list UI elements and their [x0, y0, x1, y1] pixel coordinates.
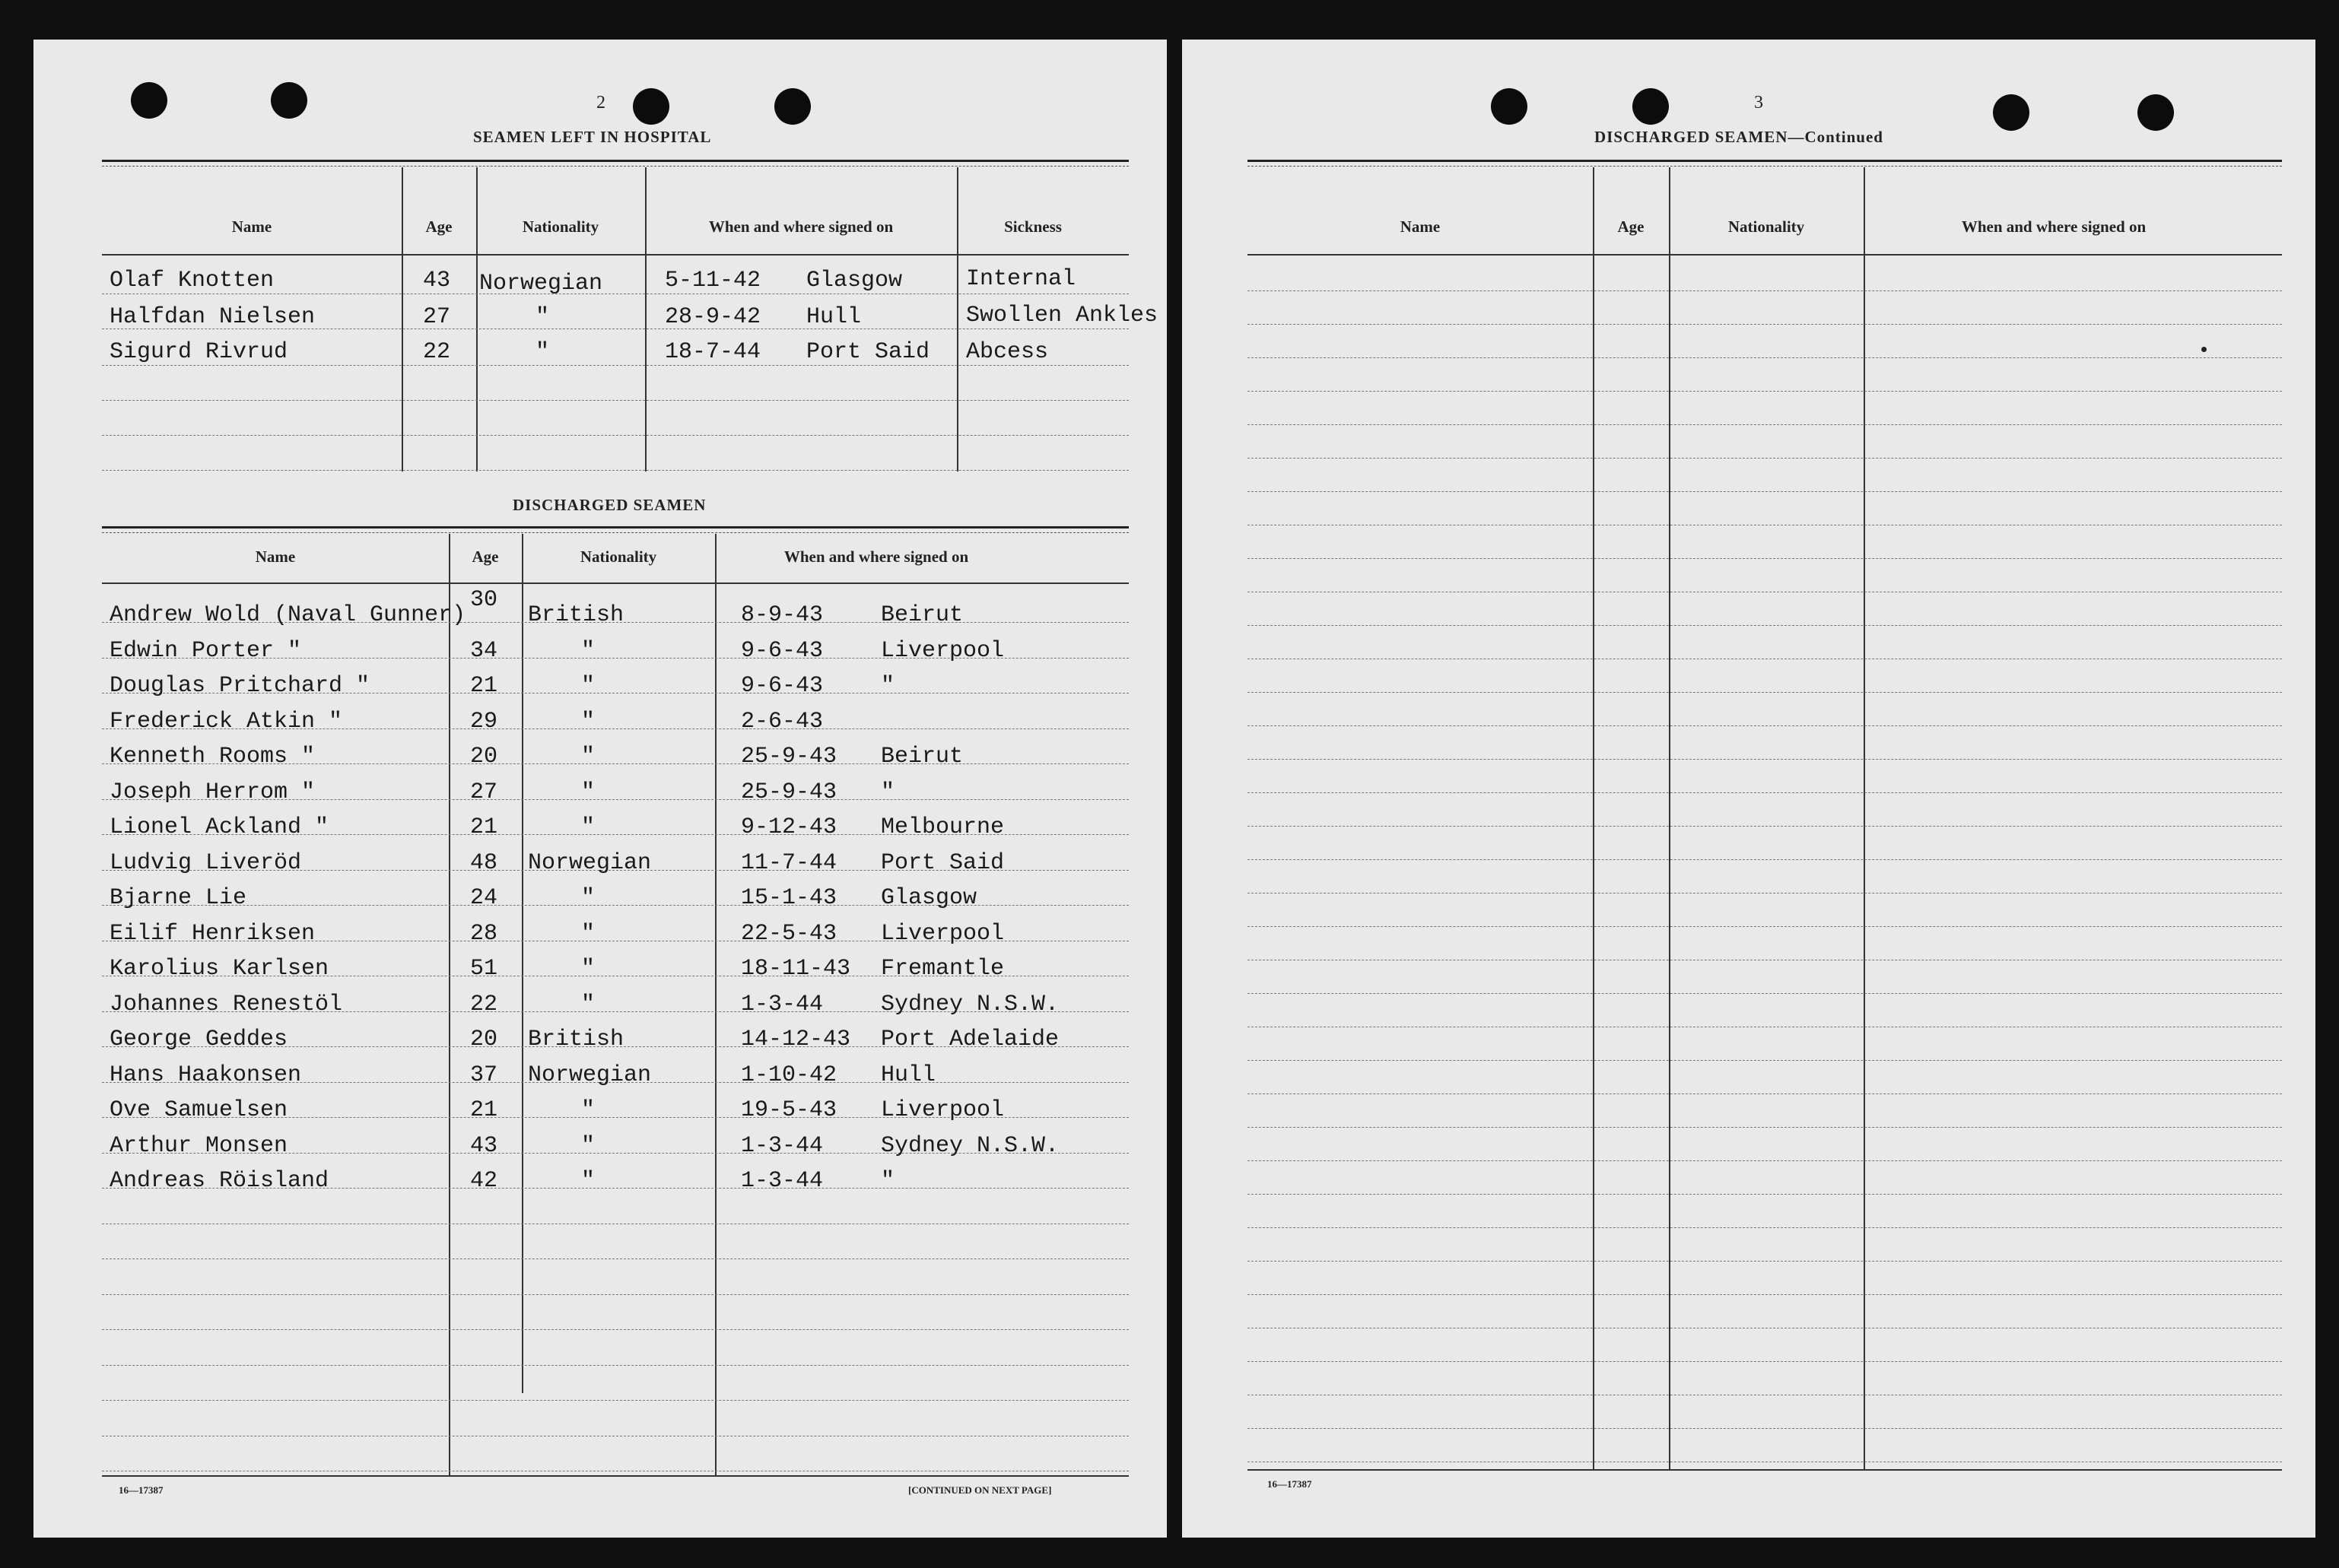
header-rule [102, 532, 1129, 533]
discharged-nationality: " [581, 673, 596, 699]
discharged-nationality: " [581, 744, 596, 770]
header-rule [1247, 160, 2282, 162]
hospital-nationality: Norwegian [479, 271, 603, 297]
discharged-nationality: " [581, 1132, 596, 1159]
row-line [102, 435, 1129, 436]
discharged-age: 20 [470, 744, 498, 770]
row-line [1247, 1060, 2282, 1061]
row-line [1247, 424, 2282, 425]
discharged-age: 51 [470, 956, 498, 982]
right-page [1182, 40, 2315, 1538]
page-number: 3 [1754, 93, 1763, 113]
discharged-name: Karolius Karlsen [110, 956, 329, 982]
discharged-name: Frederick Atkin " [110, 708, 343, 735]
footer-rule [1247, 1469, 2282, 1471]
discharged-date: 22-5-43 [741, 920, 837, 947]
form-number: 16—17387 [119, 1484, 164, 1496]
column-header-nationality: Nationality [522, 217, 599, 236]
hospital-sickness: Internal [966, 266, 1076, 292]
column-divider [1669, 167, 1670, 1469]
hospital-age: 43 [423, 268, 451, 294]
discharged-age: 21 [470, 1097, 498, 1123]
punch-hole [1491, 88, 1527, 125]
row-line [1247, 1127, 2282, 1128]
column-header-name: Name [231, 217, 272, 236]
discharged-age: 21 [470, 814, 498, 840]
discharged-age: 21 [470, 673, 498, 699]
header-rule [102, 160, 1129, 162]
hospital-place: Hull [806, 304, 862, 330]
row-line [1247, 458, 2282, 459]
discharged-place: Liverpool [881, 1097, 1005, 1123]
header-rule [102, 166, 1129, 167]
row-line [1247, 759, 2282, 760]
row-line [1247, 1361, 2282, 1362]
column-header-signed-on: When and where signed on [708, 217, 894, 236]
continued-section-title: DISCHARGED SEAMEN—Continued [1594, 128, 1883, 146]
hospital-section-title: SEAMEN LEFT IN HOSPITAL [473, 128, 712, 146]
discharged-name: Andrew Wold (Naval Gunner) [110, 602, 466, 628]
hospital-sickness: Swollen Ankles [966, 303, 1158, 329]
row-line [1247, 826, 2282, 827]
discharged-name: Lionel Ackland " [110, 814, 329, 840]
discharged-place: " [881, 779, 895, 805]
row-line [102, 1329, 1129, 1330]
discharged-place: Hull [881, 1062, 936, 1088]
hospital-date: 28-9-42 [665, 304, 761, 330]
row-line [102, 1294, 1129, 1295]
continued-note: [CONTINUED ON NEXT PAGE] [908, 1484, 1052, 1496]
discharged-nationality: " [581, 814, 596, 840]
column-divider [402, 167, 403, 471]
column-header-age: Age [425, 217, 453, 236]
column-divider [957, 167, 958, 471]
row-line [102, 400, 1129, 401]
header-rule [1247, 166, 2282, 167]
header-rule [102, 526, 1129, 528]
discharged-name: Andreas Röisland [110, 1168, 329, 1194]
hospital-date: 5-11-42 [665, 268, 761, 294]
column-divider [476, 167, 478, 471]
row-line [1247, 558, 2282, 559]
discharged-place: Glasgow [881, 885, 977, 911]
discharged-date: 19-5-43 [741, 1097, 837, 1123]
discharged-nationality: " [581, 708, 596, 735]
discharged-name: Kenneth Rooms " [110, 744, 316, 770]
hospital-nationality: " [535, 339, 550, 365]
discharged-date: 15-1-43 [741, 885, 837, 911]
discharged-age: 29 [470, 708, 498, 735]
discharged-place: Liverpool [881, 637, 1005, 664]
discharged-age: 37 [470, 1062, 498, 1088]
punch-hole [271, 82, 307, 119]
punch-hole [1632, 88, 1669, 125]
left-page [33, 40, 1167, 1538]
hospital-age: 27 [423, 304, 451, 330]
column-divider [645, 167, 647, 471]
row-line [1247, 1093, 2282, 1094]
column-divider [715, 534, 717, 1477]
discharged-place: Sydney N.S.W. [881, 1132, 1060, 1159]
row-line [102, 1400, 1129, 1401]
ink-speck [2201, 347, 2207, 352]
hospital-nationality: " [535, 304, 550, 330]
hospital-name: Halfdan Nielsen [110, 304, 316, 330]
discharged-place: Port Adelaide [881, 1027, 1060, 1052]
discharged-name: Bjarne Lie [110, 885, 247, 911]
row-line [1247, 1160, 2282, 1161]
discharged-age: 22 [470, 991, 498, 1017]
row-line [1247, 993, 2282, 994]
row-line [1247, 1428, 2282, 1429]
discharged-date: 1-10-42 [741, 1062, 837, 1088]
discharged-date: 25-9-43 [741, 744, 837, 770]
row-line [1247, 926, 2282, 927]
row-line [1247, 625, 2282, 626]
discharged-date: 1-3-44 [741, 1168, 824, 1194]
column-header-age: Age [472, 548, 499, 566]
column-divider [449, 534, 450, 1477]
discharged-name: George Geddes [110, 1027, 288, 1052]
discharged-nationality: Norwegian [528, 849, 652, 876]
discharged-date: 1-3-44 [741, 1132, 824, 1159]
discharged-age: 43 [470, 1132, 498, 1159]
row-line [1247, 324, 2282, 325]
punch-hole [1993, 94, 2029, 131]
discharged-place: Port Said [881, 849, 1005, 876]
hospital-age: 22 [423, 339, 451, 365]
column-divider [1593, 167, 1594, 1469]
discharged-nationality: Norwegian [528, 1062, 652, 1088]
page-number: 2 [596, 93, 605, 113]
row-line [1247, 893, 2282, 894]
form-number: 16—17387 [1267, 1478, 1312, 1490]
discharged-age: 27 [470, 779, 498, 805]
hospital-name: Olaf Knotten [110, 268, 275, 294]
discharged-age: 48 [470, 849, 498, 876]
discharged-date: 9-6-43 [741, 673, 824, 699]
column-header-name: Name [1400, 217, 1441, 236]
discharged-place: Beirut [881, 602, 964, 628]
hospital-name: Sigurd Rivrud [110, 339, 288, 365]
discharged-age: 28 [470, 920, 498, 947]
row-line [1247, 491, 2282, 492]
row-line [1247, 1194, 2282, 1195]
discharged-place: Sydney N.S.W. [881, 991, 1060, 1017]
column-header-signed-on: When and where signed on [1961, 217, 2147, 236]
discharged-age: 20 [470, 1027, 498, 1052]
footer-rule [102, 1475, 1129, 1477]
discharged-name: Hans Haakonsen [110, 1062, 302, 1088]
discharged-name: Eilif Henriksen [110, 920, 316, 947]
row-line [1247, 1261, 2282, 1262]
punch-hole [2137, 94, 2174, 131]
discharged-nationality: " [581, 637, 596, 664]
discharged-nationality: " [581, 991, 596, 1017]
discharged-date: 11-7-44 [741, 849, 837, 876]
row-line [102, 582, 1129, 584]
hospital-date: 18-7-44 [665, 339, 761, 365]
discharged-place: Liverpool [881, 920, 1005, 947]
row-line [1247, 859, 2282, 860]
row-line [1247, 725, 2282, 726]
row-line [1247, 391, 2282, 392]
column-divider [522, 534, 523, 1393]
discharged-date: 1-3-44 [741, 991, 824, 1017]
hospital-place: Glasgow [806, 268, 903, 294]
discharged-name: Ludvig Liveröd [110, 849, 302, 876]
discharged-nationality: British [528, 602, 624, 628]
discharged-nationality: " [581, 1097, 596, 1123]
discharged-name: Douglas Pritchard " [110, 673, 370, 699]
discharged-date: 9-12-43 [741, 814, 837, 840]
row-line [102, 470, 1129, 471]
discharged-date: 18-11-43 [741, 956, 851, 982]
discharged-section-title: DISCHARGED SEAMEN [513, 496, 707, 514]
column-divider [1864, 167, 1865, 1469]
discharged-age: 24 [470, 885, 498, 911]
discharged-name: Arthur Monsen [110, 1132, 288, 1159]
column-header-signed-on: When and where signed on [783, 548, 969, 566]
punch-hole [633, 88, 669, 125]
row-line [102, 1365, 1129, 1366]
discharged-name: Ove Samuelsen [110, 1097, 288, 1123]
row-line [102, 254, 1129, 256]
row-line [1247, 692, 2282, 693]
row-line [1247, 1294, 2282, 1295]
row-line [102, 365, 1129, 366]
discharged-name: Johannes Renestöl [110, 991, 343, 1017]
row-line [1247, 254, 2282, 256]
row-line [1247, 290, 2282, 291]
hospital-sickness: Abcess [966, 339, 1049, 365]
discharged-place: " [881, 673, 895, 699]
column-header-nationality: Nationality [1727, 217, 1805, 236]
discharged-name: Joseph Herrom " [110, 779, 316, 805]
discharged-nationality: " [581, 920, 596, 947]
punch-hole [131, 82, 167, 119]
discharged-age: 42 [470, 1168, 498, 1194]
discharged-name: Edwin Porter " [110, 637, 302, 664]
hospital-place: Port Said [806, 339, 930, 365]
discharged-date: 9-6-43 [741, 637, 824, 664]
discharged-date: 2-6-43 [741, 708, 824, 735]
column-header-nationality: Nationality [580, 548, 657, 566]
discharged-place: Melbourne [881, 814, 1005, 840]
punch-hole [774, 88, 811, 125]
column-header-age: Age [1617, 217, 1645, 236]
discharged-nationality: " [581, 956, 596, 982]
row-line [1247, 357, 2282, 358]
discharged-nationality: " [581, 1168, 596, 1194]
discharged-place: " [881, 1168, 895, 1194]
discharged-age: 30 [470, 587, 498, 613]
discharged-date: 25-9-43 [741, 779, 837, 805]
column-header-sickness: Sickness [1004, 217, 1062, 236]
discharged-date: 8-9-43 [741, 602, 824, 628]
row-line [1247, 1227, 2282, 1228]
discharged-nationality: British [528, 1027, 624, 1052]
discharged-place: Beirut [881, 744, 964, 770]
discharged-place: Fremantle [881, 956, 1005, 982]
discharged-nationality: " [581, 885, 596, 911]
column-header-name: Name [255, 548, 296, 566]
row-line [1247, 792, 2282, 793]
discharged-nationality: " [581, 779, 596, 805]
discharged-date: 14-12-43 [741, 1027, 851, 1052]
discharged-age: 34 [470, 637, 498, 664]
